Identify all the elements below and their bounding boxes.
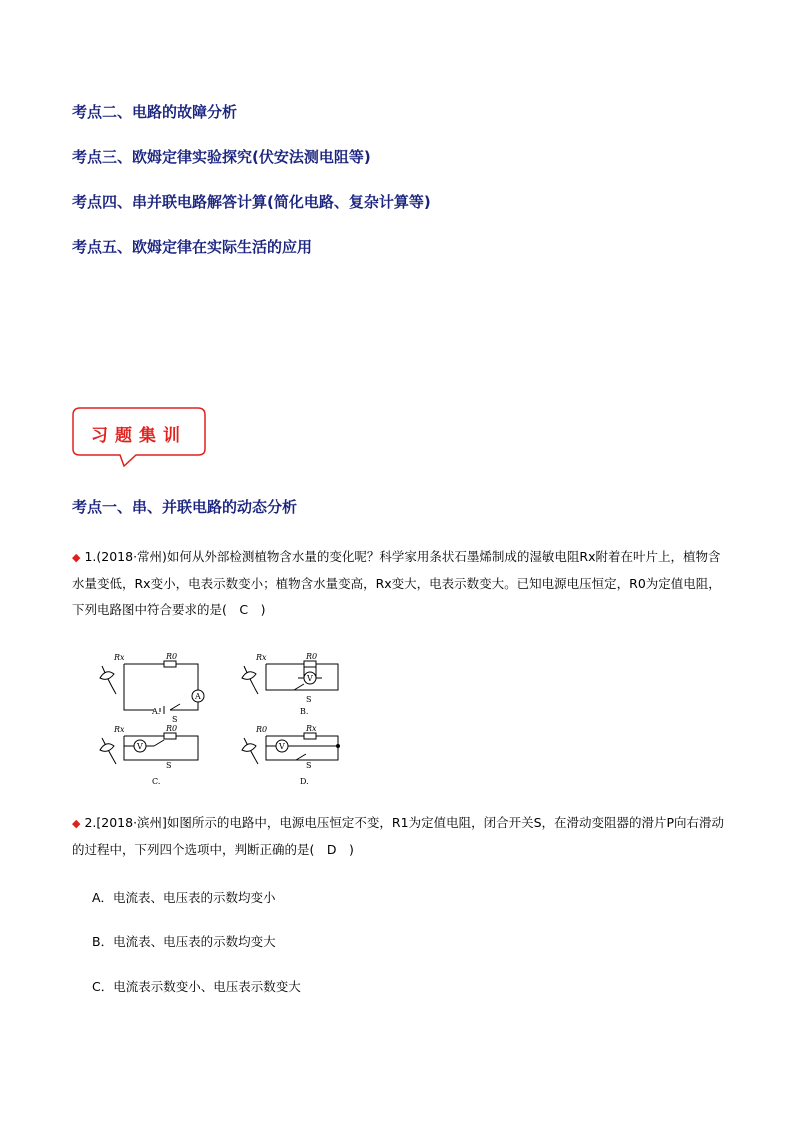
question-1 [72, 544, 732, 623]
switch-label-a: S [172, 715, 178, 724]
label-rx-b: Rx [256, 653, 267, 662]
question-2-text: 2.[2018·滨州]如图所示的电路中，电源电压恒定不变，R1为定值电阻，闭合开关S，在滑动变阻器的滑片P向右滑动的过程中，下列四个选项中，判断正确的是( D ) [72, 815, 725, 857]
banner-label: 习题集训 [91, 426, 187, 446]
label-rx-d: Rx [306, 724, 317, 733]
label-r0-a: R0 [166, 652, 178, 661]
label-rx-c: Rx [114, 725, 125, 734]
topic-2: 考点二、电路的故障分析 [72, 103, 238, 121]
diamond-icon: ◆ [72, 551, 81, 564]
label-r0-b: R0 [306, 652, 318, 661]
switch-label-c: S [166, 761, 172, 770]
voltmeter-label-b: V [307, 674, 313, 683]
question-1-text: 1.(2018·常州)如何从外部检测植物含水量的变化呢？科学家用条状石墨烯制成的湿敏电阻Rx附着在叶片上，植物含水量变低，Rx变小，电表示数变小；植物含水量变高，Rx变大，电表示数变大。已知电源电压恒定，R0为定值电阻，下列电路图中符合要求的是( C ) [72, 549, 721, 617]
circuit-d [242, 733, 340, 764]
option-b: B．电流表、电压表的示数均变大 [92, 934, 276, 949]
label-c: C. [152, 777, 161, 786]
switch-label-d: S [306, 761, 312, 770]
topic-3: 考点三、欧姆定律实验探究(伏安法测电阻等) [72, 148, 371, 166]
label-d: D. [300, 777, 309, 786]
topic-4: 考点四、串并联电路解答计算(简化电路、复杂计算等) [72, 193, 431, 211]
ammeter-label-a: A [195, 692, 201, 701]
leaf-icon [102, 666, 116, 694]
option-a: A．电流表、电压表的示数均变小 [92, 890, 276, 905]
section-1-title: 考点一、串、并联电路的动态分析 [72, 498, 298, 516]
exercise-banner [72, 407, 206, 467]
voltmeter-label-d: V [279, 742, 285, 751]
circuit-diagrams [94, 650, 354, 790]
label-r0-d: R0 [256, 725, 268, 734]
label-a: A. [152, 707, 161, 716]
question-2 [72, 810, 732, 863]
label-b: B. [300, 707, 309, 716]
voltmeter-label-c: V [137, 742, 143, 751]
circuit-c [100, 733, 198, 764]
topic-5: 考点五、欧姆定律在实际生活的应用 [72, 238, 313, 256]
switch-label-b: S [306, 695, 312, 704]
diamond-icon: ◆ [72, 817, 81, 830]
circuit-b [242, 661, 338, 694]
option-c: C．电流表示数变小、电压表示数变大 [92, 979, 301, 994]
label-rx-a: Rx [114, 653, 125, 662]
label-r0-c: R0 [166, 724, 178, 733]
